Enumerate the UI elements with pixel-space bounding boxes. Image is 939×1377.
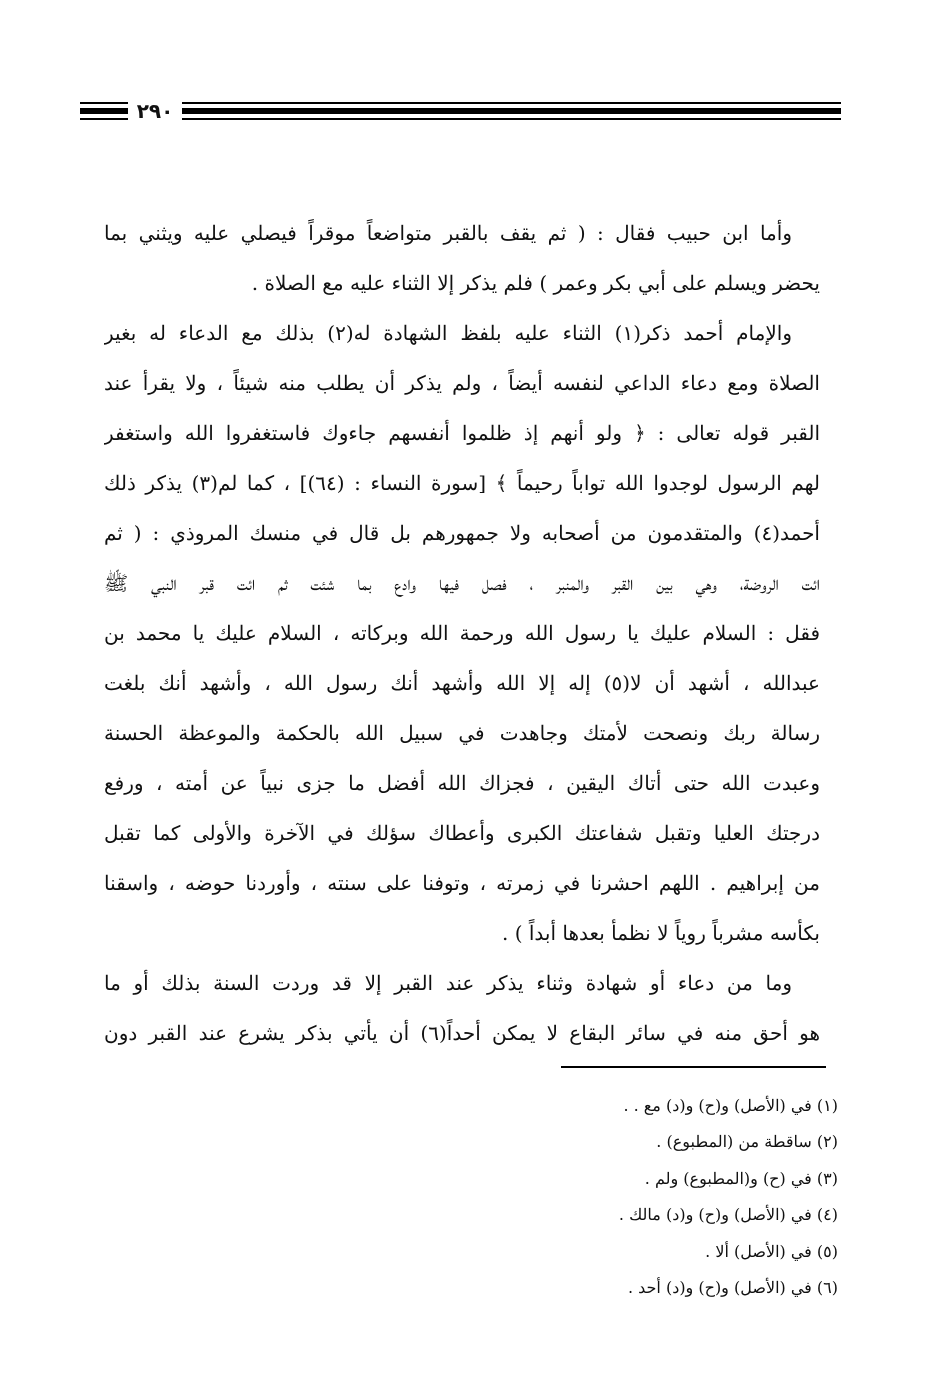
footnote-item: (٣) في (ح) و(المطبوع) ولم . xyxy=(644,1168,838,1188)
footnotes xyxy=(460,1088,838,1306)
text-line: وما من دعاء أو شهادة وثناء يذكر عند القبر إلا قد وردت السنة بذلك أو ما xyxy=(104,971,792,995)
text-line: درجتك العليا وتقبل شفاعتك الكبرى وأعطاك سؤلك في الآخرة والأولى كما تقبل xyxy=(104,821,820,845)
text-line: بكأسه مشرباً روياً لا نظمأ بعدها أبداً ) . xyxy=(502,921,820,945)
page-header xyxy=(80,98,841,124)
main-text xyxy=(104,208,820,1058)
rule-line xyxy=(80,102,128,104)
footnote-item: (٦) في (الأصل) و(ح) و(د) أحد . xyxy=(627,1277,838,1297)
text-line: من إبراهيم . اللهم احشرنا في زمرته ، وتوفنا على سنته ، وأوردنا حوضه ، واسقنا xyxy=(104,871,820,895)
footnote-item: (١) في (الأصل) و(ح) و(د) مع . . xyxy=(623,1096,838,1115)
text-line: هو أحق منه في سائر البقاع لا يمكن أحداً(٦) أن يأتي بذكر يشرع عند القبر دون xyxy=(104,1021,820,1045)
footnote-item: (٤) في (الأصل) و(ح) و(د) مالك . xyxy=(618,1205,838,1225)
footnote-item: (٢) ساقطة من (المطبوع) . xyxy=(656,1132,838,1152)
footnote-item: (٥) في (الأصل) ألا . xyxy=(705,1241,838,1261)
rule-line xyxy=(182,102,841,104)
text-line: والإمام أحمد ذكر(١) الثناء عليه بلفظ الشهادة له(٢) بذلك مع الدعاء له بغير xyxy=(104,321,792,345)
text-line: وأما ابن حبيب فقال : ( ثم يقف بالقبر متواضعاً موقراً فيصلي عليه ويثني بما xyxy=(104,221,792,245)
text-line: القبر قوله تعالى : ﴿ ولو أنهم إذ ظلموا أنفسهم جاءوك فاستغفروا الله واستغفر xyxy=(104,421,820,445)
rule-line xyxy=(182,108,841,114)
page-number: ٢٩٠ xyxy=(136,99,174,123)
text-line: لهم الرسول لوجدوا الله تواباً رحيماً ﴾ [سورة النساء : (٦٤)] ، كما لم(٣) يذكر ذلك xyxy=(104,471,820,495)
footnote-separator xyxy=(561,1066,826,1068)
rule-line xyxy=(80,118,128,120)
rule-line xyxy=(182,118,841,120)
text-line: رسالة ربك ونصحت لأمتك وجاهدت في سبيل الله بالحكمة والموعظة الحسنة xyxy=(104,721,820,745)
rule-line xyxy=(80,108,128,114)
text-line: أحمد(٤) والمتقدمون من أصحابه ولا جمهورهم بل قال في منسك المروذي : ( ثم xyxy=(104,521,820,545)
text-line: وعبدت الله حتى أتاك اليقين ، فجزاك الله أفضل ما جزى نبياً عن أمته ، ورفع xyxy=(104,771,820,795)
text-line: ائت الروضة، وهي بين القبر والمنبر ، فصل فيها وادع بما شئت ثم ائت قبر النبي ﷺ xyxy=(104,571,820,595)
text-line: يحضر ويسلم على أبي بكر وعمر ) فلم يذكر إلا الثناء عليه مع الصلاة . xyxy=(251,271,820,295)
header-rule-right xyxy=(182,98,841,124)
header-rule-left xyxy=(80,98,128,124)
text-line: عبدالله ، أشهد أن لا(٥) إله إلا الله وأشهد أنك رسول الله ، وأشهد أنك بلغت xyxy=(104,671,820,695)
text-line: الصلاة ومع دعاء الداعي لنفسه أيضاً ، ولم يذكر أن يطلب منه شيئاً ، ولا يقرأ عند xyxy=(104,371,820,395)
text-line: فقل : السلام عليك يا رسول الله ورحمة الله وبركاته ، السلام عليك يا محمد بن xyxy=(104,621,820,645)
